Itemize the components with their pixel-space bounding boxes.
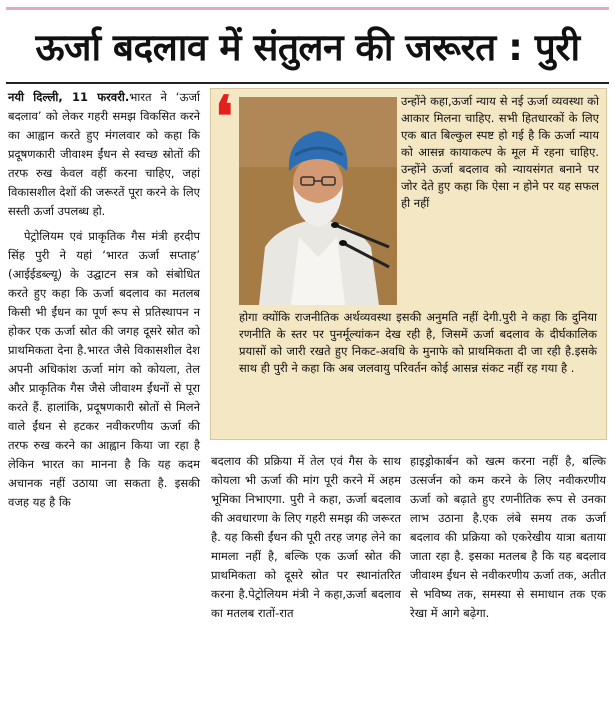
article-column-3 (410, 452, 606, 623)
headline: ऊर्जा बदलाव में संतुलन की जरूरत : पुरी (35, 26, 580, 69)
article-column-1 (8, 88, 200, 512)
intro-text: भारत ने ‘ऊर्जा बदलाव’ को लेकर गहरी समझ विकसित करने का आह्वान करते हुए मंगलवार को कहा कि प्रदूषणकारी जीवाश्म ईंधन से स्वच्छ स्रोतों की तरफ रुख केवल वहीं करना चाहिए, जहां विकासशील देशों की जरूरतें पूरा करने के लिए सस्ती ऊर्जा उपलब्ध हो. (8, 90, 200, 218)
quote-mark-icon: ❛ (215, 84, 234, 150)
quote-text-bottom: होगा क्योंकि राजनीतिक अर्थव्यवस्था इसकी अनुमति नहीं देगी.पुरी ने कहा कि दुनिया रणनीति के स्तर पर पुनर्मूल्यांकन देख रही है, जिसमें ऊर्जा बदलाव के दीर्घकालिक प्रयासों को जारी रखते हुए निकट-अवधि के मुनाफे को प्राथमिकता दी जा रही है.इसके साथ ही पुरी ने कहा कि अब जलवायु परिवर्तन कोई आसन्न संकट नहीं रह गया है . (239, 310, 597, 375)
quote-text-right: उन्होंने कहा,ऊर्जा न्याय से नई ऊर्जा व्यवस्था को आकार मिलना चाहिए. सभी हितधारकों के लिए एक बात बिल्कुल स्पष्ट हो गई है कि ऊर्जा न्याय को आसन्न कायाकल्प के मूल में रहना चाहिए. उन्होंने ऊर्जा बदलाव को न्यायसंगत बनाने पर जोर देते हुए कहा कि ऐसा न होने पर यह सफल ही नहीं (401, 94, 599, 210)
dateline: नयी दिल्ली, 11 फरवरी. (8, 90, 130, 104)
body-paragraph: पेट्रोलियम एवं प्राकृतिक गैस मंत्री हरदीप सिंह पुरी ने यहां ‘भारत ऊर्जा सप्ताह’ (आईईडब्ल्यू) के उद्घाटन सत्र को संबोधित करते हुए कहा कि ऊर्जा बदलाव का मतलब किसी भी ईंधन का पूर्ण रूप से प्रतिस्थापन न होकर एक ऊर्जा स्रोत की जगह दूसरे स्रोत को प्राथमिकता देना है.भारत जैसे विकासशील देश अपनी अधिकांश ऊर्जा मांग को कोयला, तेल और प्राकृतिक गैस जैसे जीवाश्म ईंधनों से पूरा करते हैं. हालांकि, प्रदूषणकारी स्रोतों से मिलने वाले ईंधन से हटकर नवीकरणीय ऊर्जा की तरफ रुख करने का आह्वान किया जा रहा है लेकिन भारत का मानना है कि यह कदम अचानक नहीं उठाया जा सकता है. इसकी वजह यह है कि (8, 229, 200, 509)
column-2-text: बदलाव की प्रक्रिया में तेल एवं गैस के साथ कोयला भी ऊर्जा की मांग पूरी करने में अहम भूमिका निभाएगा. पुरी ने कहा, ऊर्जा बदलाव की अवधारणा के लिए गहरी समझ की जरूरत है. यह किसी ईंधन की पूरी तरह जगह लेने का मामला नहीं है, बल्कि एक ऊर्जा स्रोत की प्राथमिकता को दूसरे स्रोत पर स्थानांतरित करना है.पेट्रोलियम मंत्री ने कहा,ऊर्जा बदलाव का मतलब रातों-रात (211, 454, 401, 620)
quote-box (210, 84, 607, 440)
article-column-2 (211, 452, 401, 623)
intro-paragraph (8, 88, 200, 221)
headline-rule (6, 82, 609, 84)
column-3-text: हाइड्रोकार्बन को खत्म करना नहीं है, बल्कि उत्सर्जन को कम करने के लिए नवीकरणीय ऊर्जा को बढ़ाते हुए रणनीतिक रूप से उनका लाभ उठाना है.एक लंबे समय तक ऊर्जा बदलाव की प्रक्रिया को एकरेखीय यात्रा बताया जाता रहा है. इसका मतलब है कि यह बदलाव जीवाश्म ईंधन से नवीकरणीय ऊर्जा तक, अतीत से भविष्य तक, समस्या से समाधान तक एक रेखा में आगे बढ़ेगा. (410, 454, 606, 620)
top-accent-line (6, 7, 609, 10)
minister-photo (239, 97, 397, 305)
